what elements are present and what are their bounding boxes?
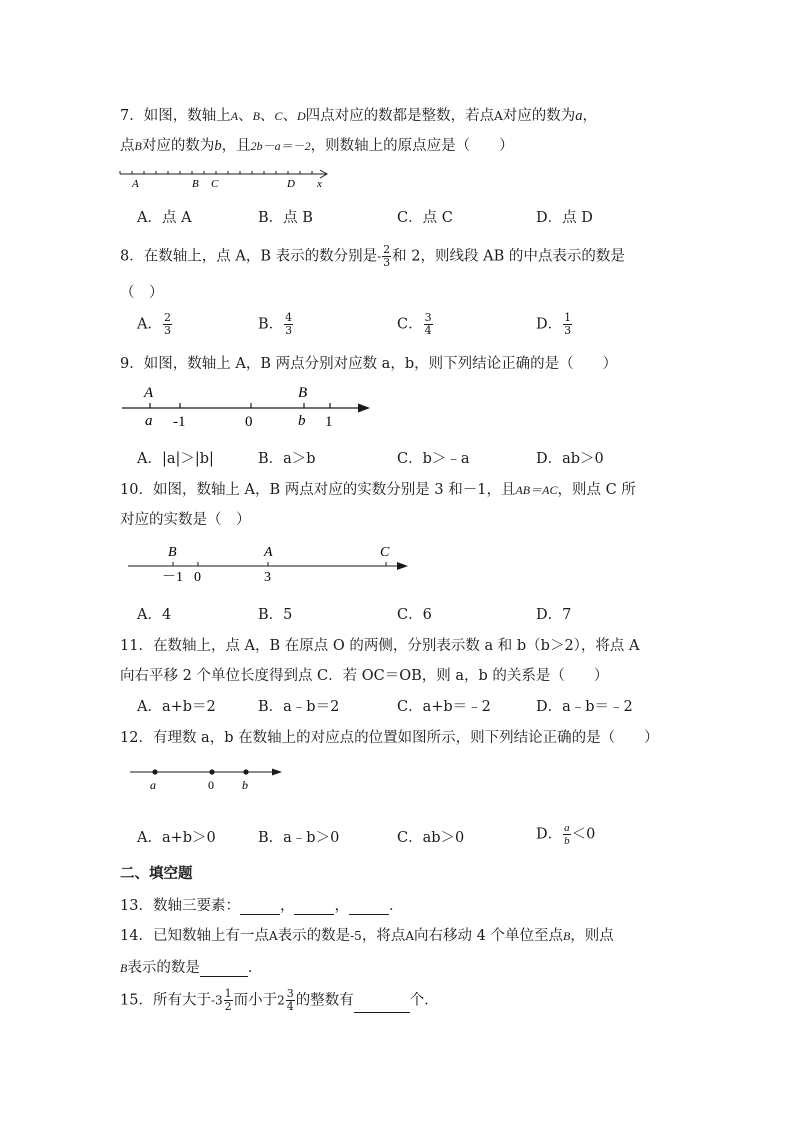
q7-option-d[interactable]: D．点 D [536,210,593,226]
q10-option-b[interactable]: B．5 [258,607,293,623]
q10-label-A: A [264,545,273,560]
q8-option-c[interactable]: C． $\frac{3}{4}$ [397,311,432,337]
q11-line1: 11．在数轴上，点 A，B 在原点 O 的两侧，分别表示数 a 和 b（b＞2），将点 A [120,638,640,654]
q14-blank[interactable] [200,962,248,977]
q13-blank-3[interactable] [349,900,389,915]
q7-line1: 7．如图，数轴上A、B、C、D四点对应的数都是整数，若点A对应的数为a， [120,108,598,124]
q12-line1: 12．有理数 a，b 在数轴上的对应点的位置如图所示，则下列结论正确的是（ ） [120,730,659,746]
q10-option-c[interactable]: C．6 [397,607,432,623]
q7-label-c: C [211,178,219,190]
q13-blank-2[interactable] [294,900,334,915]
q10-label-C: C [380,545,390,560]
section-title: 二、填空题 [120,865,193,882]
q12-label-b: b [242,778,248,792]
q11-option-b[interactable]: B．a﹣b＝2 [258,699,340,715]
q10-label-B: B [168,545,177,560]
q9-label-neg1: -1 [173,414,186,430]
q10-label-0: 0 [194,570,201,585]
q7-option-a[interactable]: A．点 A [137,210,192,226]
q15-fraction-1: $\frac{1}{2}$ [224,987,232,1013]
q9-label-a: a [145,413,153,429]
q14-line2: B表示的数是 ． [120,960,263,976]
q9-option-a[interactable]: A．|a|＞|b| [137,451,214,467]
q12-option-b[interactable]: B．a﹣b＞0 [258,830,340,846]
q10-option-a[interactable]: A．4 [137,607,172,623]
question-15: 15．所有大于-3 $\frac{1}{2}$ 而小于2 $\frac{3}{4}$ 的整数有 个． [120,987,439,1013]
q7-label-d: D [287,178,295,190]
q13-blank-1[interactable] [240,900,280,915]
q9-option-d[interactable]: D．ab＞0 [536,451,604,467]
q10-number-line [124,540,414,586]
q15-fraction-2: $\frac{3}{4}$ [286,987,294,1013]
q10-label-neg1: －1 [162,570,183,585]
q12-label-0: 0 [208,778,214,792]
q7-number-line [118,164,338,194]
q11-option-d[interactable]: D．a﹣b＝﹣2 [536,699,633,715]
q9-label-A: A [144,385,154,401]
q7-option-b[interactable]: B．点 B [258,210,313,226]
q9-option-b[interactable]: B．a＞b [258,451,316,467]
q8-option-a[interactable]: A． $\frac{2}{3}$ [137,311,171,337]
q14-line1: 14．已知数轴上有一点A表示的数是-5，将点A向右移动 4 个单位至点B，则点 [120,928,614,944]
q7-label-a: A [132,178,139,190]
q12-option-a[interactable]: A．a+b＞0 [137,830,216,846]
q9-label-B: B [298,385,308,401]
q9-label-b: b [298,413,306,429]
q11-line2: 向右平移 2 个单位长度得到点 C．若 OC＝OB，则 a，b 的关系是（ ） [120,668,609,684]
q11-option-c[interactable]: C．a+b＝﹣2 [397,699,491,715]
q8-line1: 8．在数轴上，点 A，B 表示的数分别是- $\frac{2}{3}$ 和 2，则线段 AB 的中点表示的数是 [120,243,625,269]
q10-line2: 对应的实数是（ ） [120,512,251,528]
q7-label-b: B [192,178,199,190]
q12-label-a: a [150,778,156,792]
q10-option-d[interactable]: D．7 [536,607,572,623]
q12-number-line [126,762,296,796]
q10-label-3: 3 [264,570,271,585]
q10-line1: 10．如图，数轴上 A，B 两点对应的实数分别是 3 和－1，且AB＝AC，则点 C 所 [120,482,636,498]
q12-option-d[interactable]: D． $\frac{a}{b}$ ＜0 [536,822,596,847]
q11-option-a[interactable]: A．a+b＝2 [137,699,216,715]
q7-option-c[interactable]: C．点 C [397,210,453,226]
q7-label-x: x [317,178,322,190]
q9-label-1: 1 [325,414,333,430]
q12-option-c[interactable]: C．ab＞0 [397,830,465,846]
q15-blank[interactable] [354,998,410,1013]
q7-line2: 点B对应的数为b，且2b－a＝－2，则数轴上的原点应是（ ） [120,138,514,154]
q9-line1: 9．如图，数轴上 A，B 两点分别对应数 a，b，则下列结论正确的是（ ） [120,356,618,372]
question-13: 13．数轴三要素： ， ， ． [120,898,404,914]
q9-number-line [118,380,378,432]
q9-option-c[interactable]: C．b＞﹣a [397,451,470,467]
q9-label-0: 0 [245,414,253,430]
q8-option-d[interactable]: D． $\frac{1}{3}$ [536,311,572,337]
q8-fraction: $\frac{2}{3}$ [383,243,391,269]
q8-option-b[interactable]: B． $\frac{4}{3}$ [258,311,293,337]
q8-line2: （ ） [120,285,164,301]
